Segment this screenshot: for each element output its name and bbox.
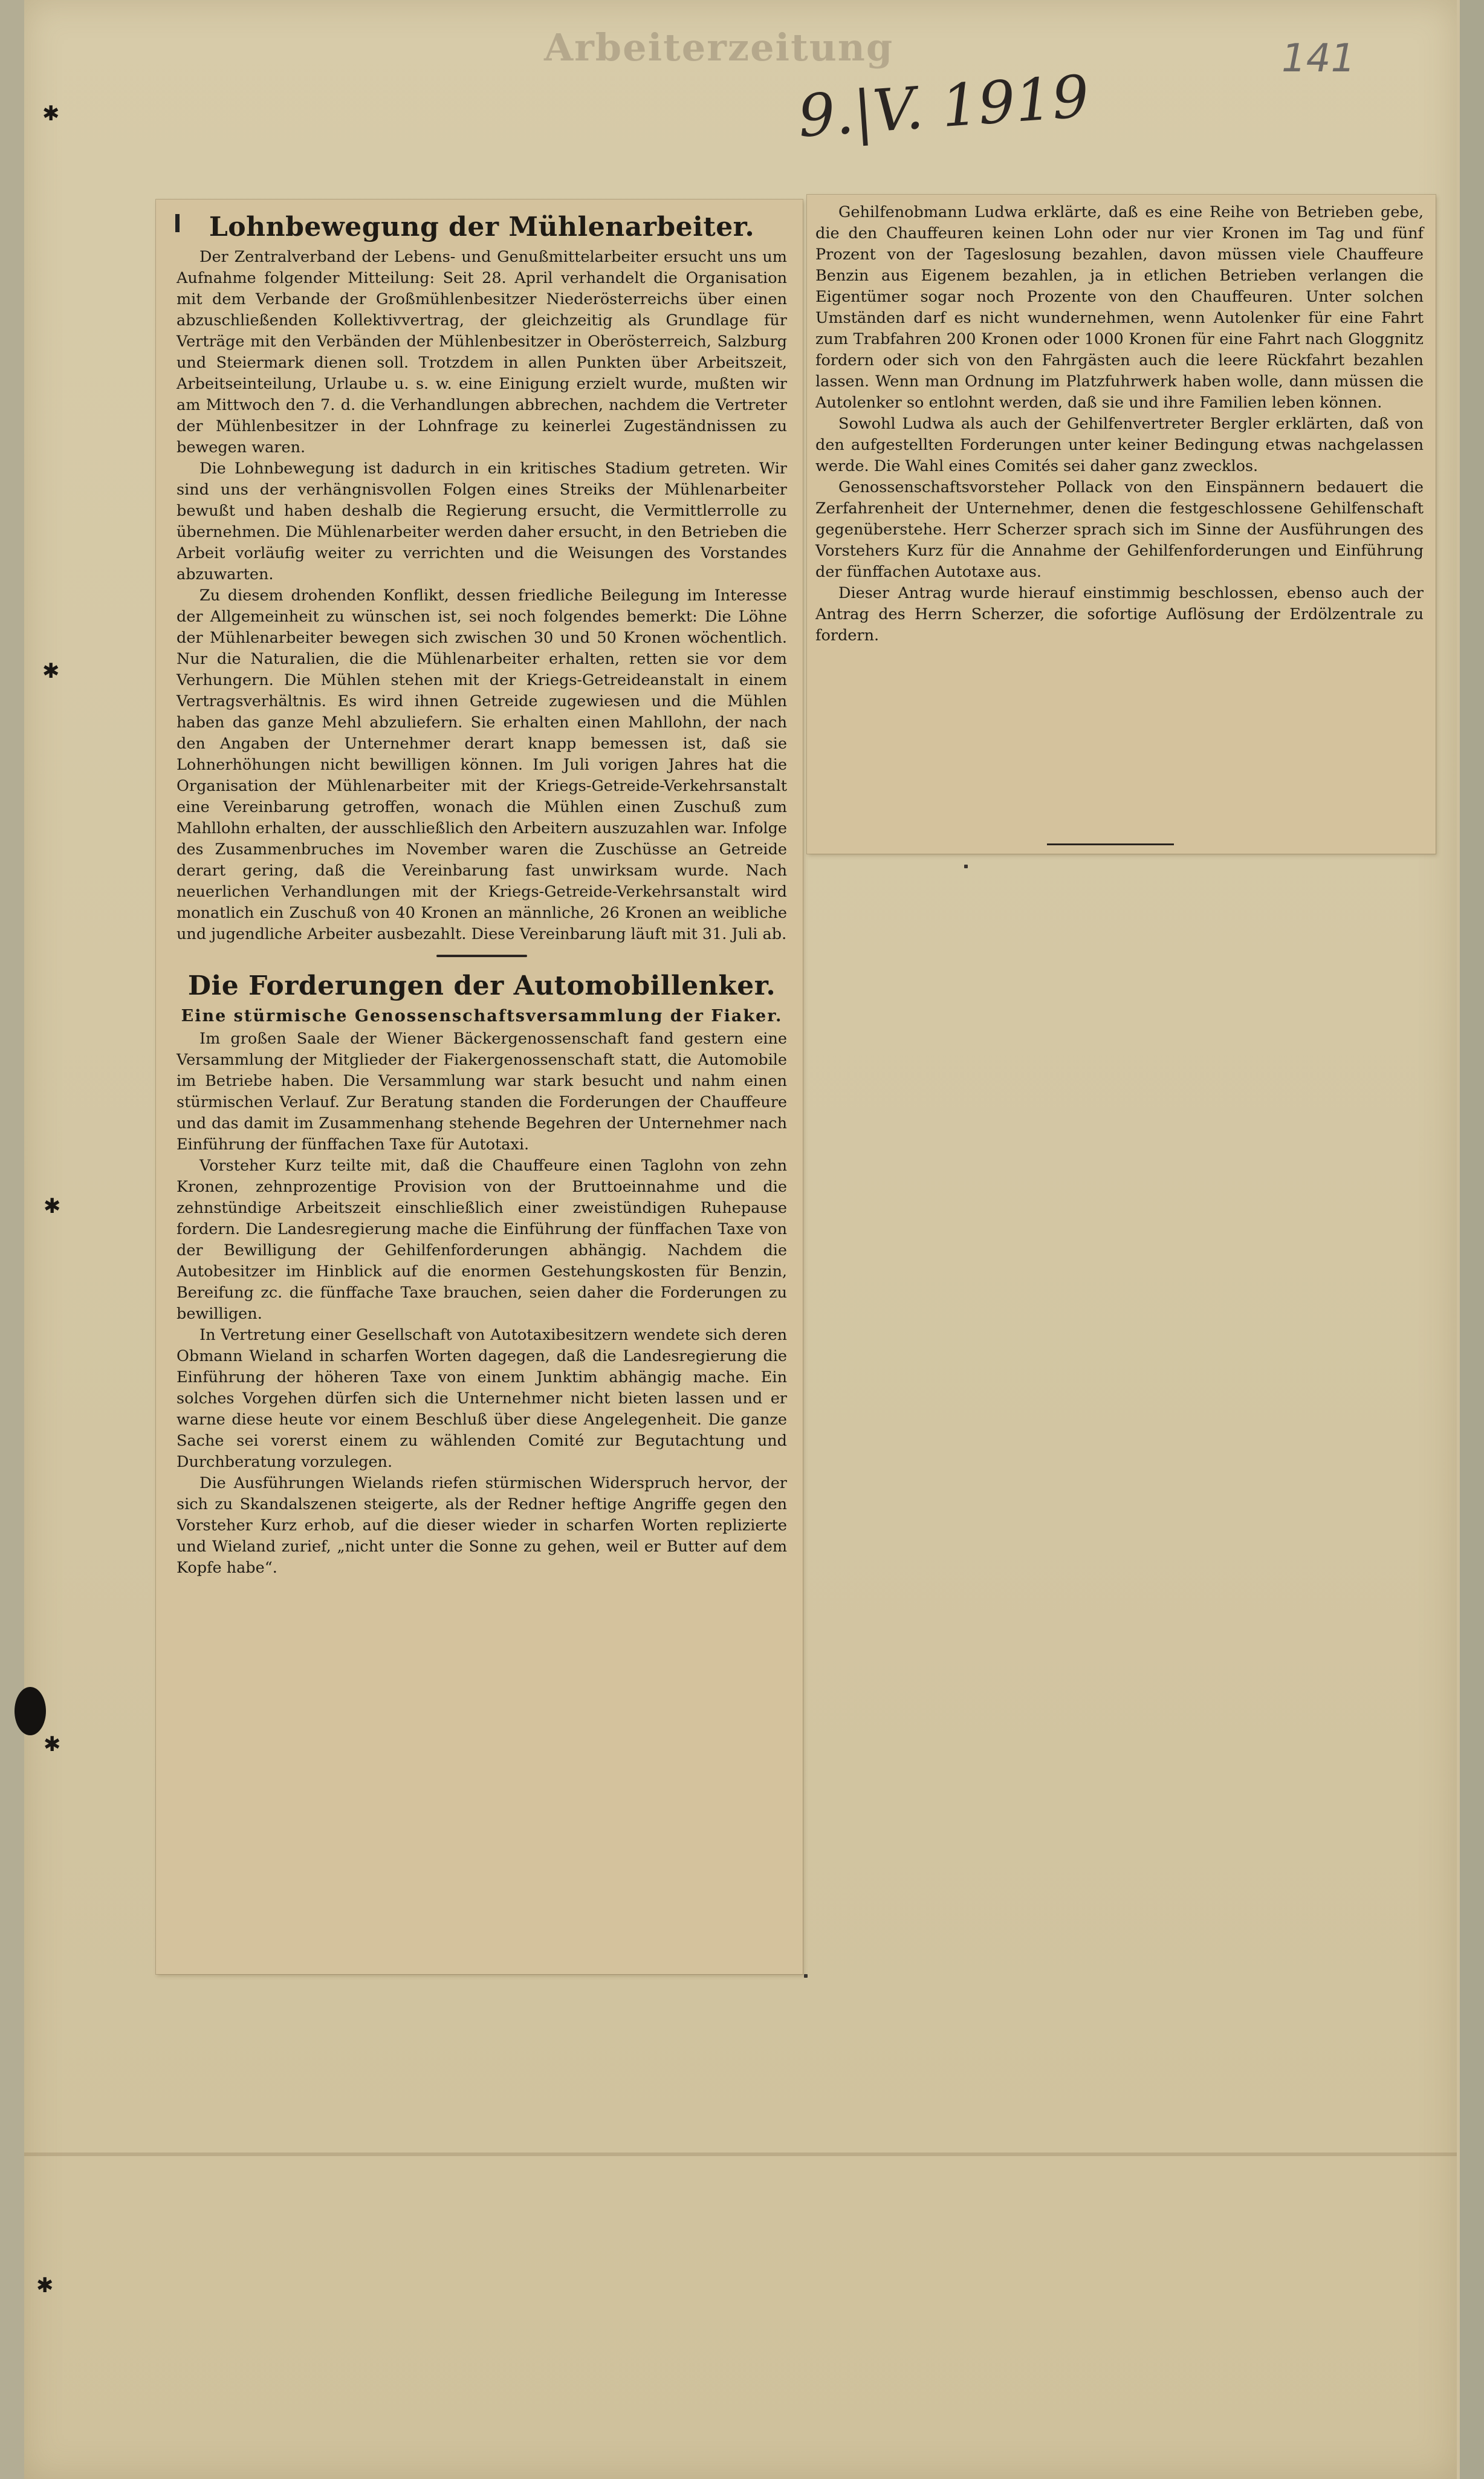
- clipping-right-column: [807, 195, 1436, 854]
- section-divider: [1047, 843, 1174, 845]
- paragraph: Der Zentralverband der Lebens- und Genußmittelarbeiter ersucht uns um Aufnahme folgender Mitteilung: Seit 28. April verhandelt die Organisation mit dem Verbande der Großmühlenbesitzer Niederösterreichs über einen abzuschließenden Kollektivvertrag, der gleichzeitig als Grundlage für Verträge mit den Verbänden der Mühlenbesitzer in Oberösterreich, Salzburg und Steiermark dienen soll. Trotzdem in allen Punkten über Arbeitszeit, Arbeitseinteilung, Urlaube u. s. w. eine Einigung erzielt wurde, mußten wir am Mittwoch den 7. d. die Verhandlungen abbrechen, nachdem die Vertreter der Mühlenbesitzer in der Lohnfrage zu keinerlei Zugeständnissen zu bewegen waren.: [177, 248, 787, 456]
- paragraph: Vorsteher Kurz teilte mit, daß die Chauffeure einen Taglohn von zehn Kronen, zehnprozentige Provision von der Bruttoeinnahme und die zehnstündige Arbeitszeit einschließlich einer zweistündigen Ruhepause fordern. Die Landesregierung mache die Einführung der fünffachen Taxe von der Bewilligung der Gehilfenforderungen abhängig. Nachdem die Autobesitzer im Hinblick auf die enormen Gestehungskosten für Benzin, Bereifung zc. die fünffache Taxe brauchen, seien daher die Forderungen zu bewilligen.: [177, 1157, 787, 1323]
- article-headline-muehlenarbeiter: Lohnbewegung der Mühlenarbeiter.: [209, 212, 755, 242]
- pin-mark-icon: ✱: [44, 1194, 61, 1218]
- article-body-automobillenker: [177, 1028, 787, 1579]
- paragraph: Die Lohnbewegung ist dadurch in ein kritisches Stadium getreten. Wir sind uns der verhängnisvollen Folgen eines Streiks der Mühlenarbeiter bewußt und haben deshalb die Regierung ersucht, die Vermittlerrolle zu übernehmen. Die Mühlenarbeiter werden daher ersucht, in den Betrieben die Arbeit vorläufig weiter zu verrichten und die Weisungen des Vorstandes abzuwarten.: [177, 460, 787, 583]
- pin-mark-icon: ✱: [42, 659, 60, 683]
- paper-edge-right: [1460, 0, 1484, 2479]
- paper-edge-left: [0, 0, 24, 2479]
- fold-line: [24, 2152, 1457, 2156]
- masthead-stamp: Arbeiterzeitung: [544, 25, 894, 70]
- punch-hole: [15, 1687, 46, 1735]
- paragraph: Gehilfenobmann Ludwa erklärte, daß es eine Reihe von Betrieben gebe, die den Chauffeuren keinen Lohn oder nur vier Kronen im Tag und fünf Prozent von der Tageslosung bezahlen, davon müssen viele Chauffeure Benzin aus Eigenem bezahlen, ja in etlichen Betrieben verlangen die Eigentümer sogar noch Prozente von den Chauffeuren. Unter solchen Umständen darf es nicht wundernehmen, wenn Autolenker für eine Fahrt zum Trabfahren 200 Kronen oder 1000 Kronen für eine Fahrt nach Gloggnitz fordern oder sich von den Fahrgästen auch die leere Rückfahrt bezahlen lassen. Wenn man Ordnung im Platzfuhrwerk haben wolle, dann müssen die Autolenker so entlohnt werden, daß sie und ihre Familien leben können.: [815, 203, 1424, 412]
- column-marker: [175, 214, 180, 232]
- paragraph: In Vertretung einer Gesellschaft von Autotaxibesitzern wendete sich deren Obmann Wieland in scharfen Worten dagegen, daß die Landesregierung die Einführung der höheren Taxe von einem Junktim abhängig mache. Ein solches Vorgehen dürfen sich die Unternehmer nicht bieten lassen und er warne diese heute vor einem Beschluß über diese Angelegenheit. Die ganze Sache sei vorerst einem zu wählenden Comité zur Begutachtung und Durchberatung vorzulegen.: [177, 1326, 787, 1471]
- article-subheadline: Eine stürmische Genossenschaftsversammlung der Fiaker.: [181, 1007, 783, 1025]
- handwritten-date: 9.|V. 1919: [795, 62, 1092, 151]
- article-body-muehlenarbeiter: [177, 247, 787, 945]
- pin-mark-icon: ✱: [36, 2273, 54, 2298]
- ink-speck: [804, 1974, 808, 1978]
- pin-mark-icon: ✱: [44, 1732, 61, 1756]
- ink-speck: [964, 865, 968, 868]
- paragraph: Zu diesem drohenden Konflikt, dessen friedliche Beilegung im Interesse der Allgemeinheit zu wünschen ist, sei noch folgendes bemerkt: Die Löhne der Mühlenarbeiter bewegen sich zwischen 30 und 50 Kronen wöchentlich. Nur die Naturalien, die die Mühlenarbeiter erhalten, retten sie vor dem Verhungern. Die Mühlen stehen mit der Kriegs-Getreideanstalt in einem Vertragsverhältnis. Es wird ihnen Getreide zugewiesen und die Mühlen haben das ganze Mehl abzuliefern. Sie erhalten einen Mahllohn, der nach den Angaben der Unternehmer derart knapp bemessen ist, daß sie Lohnerhöhungen nicht bewilligen können. Im Juli vorigen Jahres hat die Organisation der Mühlenarbeiter mit der Kriegs-Getreide-Verkehrsanstalt eine Vereinbarung getroffen, wonach die Mühlen einen Zuschuß zum Mahllohn erhalten, der ausschließlich den Arbeitern auszuzahlen war. Infolge des Zusammenbruches im November waren die Zuschüsse an Getreide derart gering, daß die Vereinbarung fast unwirksam wurde. Nach neuerlichen Verhandlungen mit der Kriegs-Getreide-Verkehrsanstalt wird monatlich ein Zuschuß von 40 Kronen an männliche, 26 Kronen an weibliche und jugendliche Arbeiter ausbezahlt. Diese Vereinbarung läuft mit 31. Juli ab.: [177, 586, 787, 943]
- article-headline-automobillenker: Die Forderungen der Automobillenker.: [187, 970, 776, 1001]
- article-body-continued: [815, 202, 1424, 646]
- section-divider: [436, 955, 527, 957]
- paragraph: Dieser Antrag wurde hierauf einstimmig beschlossen, ebenso auch der Antrag des Herrn Scherzer, die sofortige Auflösung der Erdölzentrale zu fordern.: [815, 584, 1424, 645]
- paragraph: Die Ausführungen Wielands riefen stürmischen Widerspruch hervor, der sich zu Skandalszenen steigerte, als der Redner heftige Angriffe gegen den Vorsteher Kurz erhob, auf die dieser wieder in scharfen Worten replizierte und Wieland zurief, „nicht unter die Sonne zu gehen, weil er Butter auf dem Kopfe habe“.: [177, 1474, 787, 1577]
- paragraph: Sowohl Ludwa als auch der Gehilfenvertreter Bergler erklärten, daß von den aufgestellten Forderungen unter keiner Bedingung etwas nachgelassen werde. Die Wahl eines Comités sei daher ganz zwecklos.: [815, 415, 1424, 475]
- clipping-left-column: [156, 200, 803, 1974]
- pin-mark-icon: ✱: [42, 102, 60, 126]
- paragraph: Genossenschaftsvorsteher Pollack von den Einspännern bedauert die Zerfahrenheit der Unternehmer, denen die festgeschlossene Gehilfenschaft gegenüberstehe. Herr Scherzer sprach sich im Sinne der Ausführungen des Vorstehers Kurz für die Annahme der Gehilfenforderungen und Einführung der fünffachen Autotaxe aus.: [815, 478, 1424, 581]
- folio-number: 141: [1281, 36, 1356, 81]
- paragraph: Im großen Saale der Wiener Bäckergenossenschaft fand gestern eine Versammlung der Mitglieder der Fiakergenossenschaft statt, die Automobile im Betriebe haben. Die Versammlung war stark besucht und nahm einen stürmischen Verlauf. Zur Beratung standen die Forderungen der Chauffeure und das damit im Zusammenhang stehende Begehren der Unternehmer nach Einführung der fünffachen Taxe für Autotaxi.: [177, 1030, 787, 1154]
